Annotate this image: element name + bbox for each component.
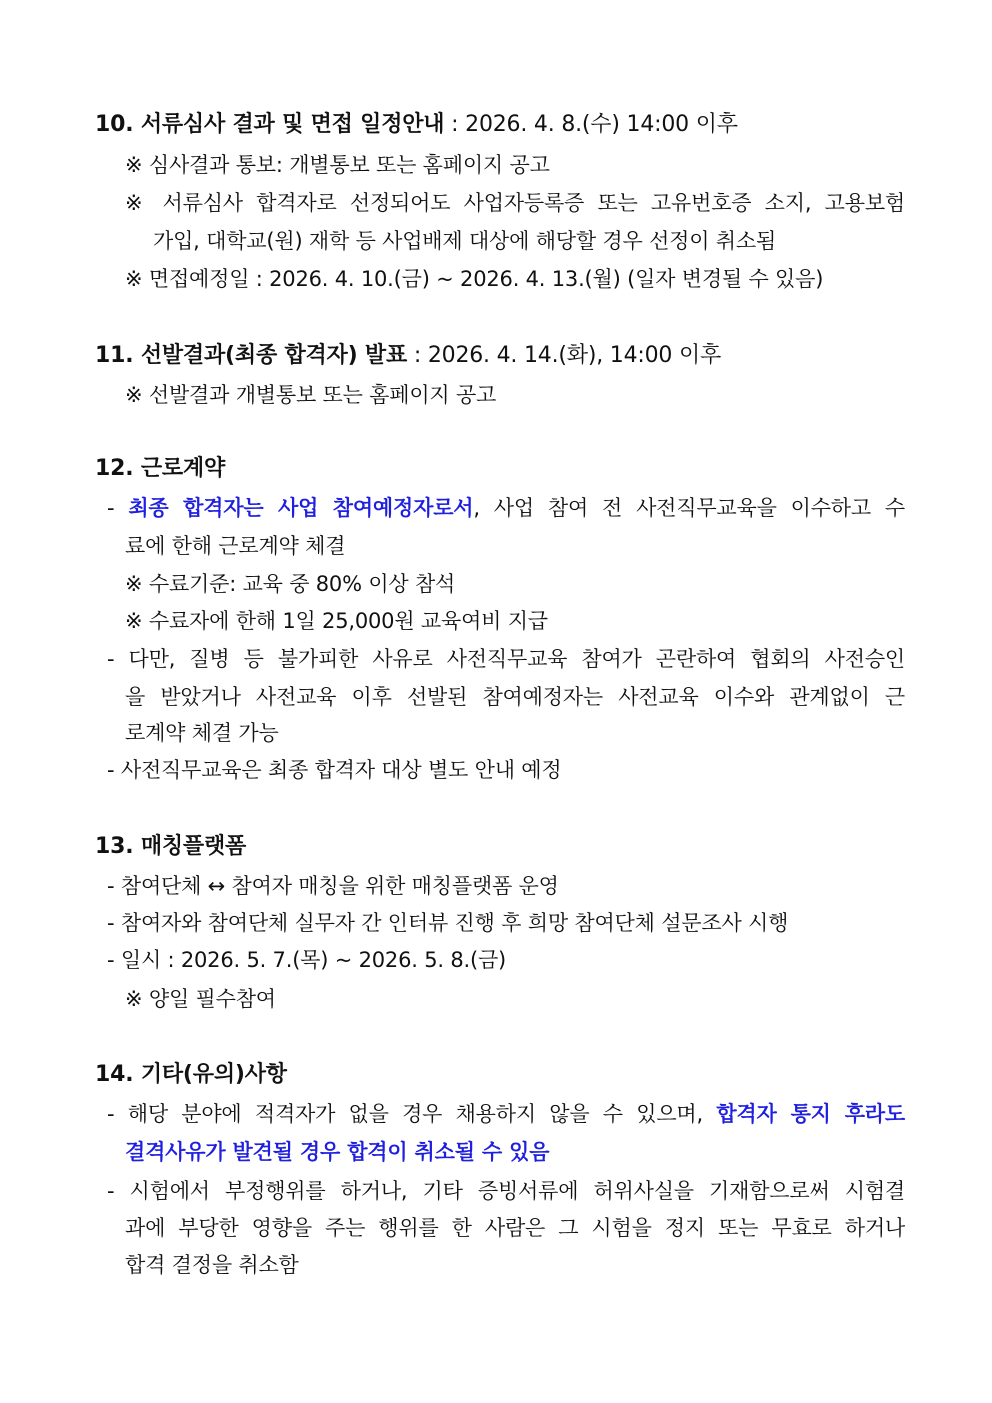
section-13-bullet-1: - 참여단체 ↔ 참여자 매칭을 위한 매칭플랫폼 운영: [107, 874, 559, 898]
section-11-date: : 2026. 4. 14.(화), 14:00 이후: [407, 343, 722, 368]
section-14-highlight-1: 합격자 통지 후라도: [716, 1102, 905, 1126]
section-10-note-2b: 가입, 대학교(원) 재학 등 사업배제 대상에 해당할 경우 선정이 취소됨: [153, 229, 777, 253]
section-12-bullet-2c: 로계약 체결 가능: [125, 721, 279, 745]
section-10-date: : 2026. 4. 8.(수) 14:00 이후: [444, 112, 738, 137]
section-13-bullet-2: - 참여자와 참여단체 실무자 간 인터뷰 진행 후 희망 참여단체 설문조사 시행: [107, 911, 789, 935]
section-10-note-3: ※ 면접예정일 : 2026. 4. 10.(금) ~ 2026. 4. 13.(월) (일자 변경될 수 있음): [125, 267, 824, 291]
section-10-note-1: ※ 심사결과 통보: 개별통보 또는 홈페이지 공고: [125, 153, 550, 177]
section-10-note-2a: ※ 서류심사 합격자로 선정되어도 사업자등록증 또는 고유번호증 소지, 고용보험: [125, 191, 905, 215]
section-14-bullet-1-text: - 해당 분야에 적격자가 없을 경우 채용하지 않을 수 있으며,: [107, 1102, 717, 1126]
section-12-bullet-1b: 료에 한해 근로계약 체결: [125, 534, 346, 558]
section-13-bullet-3: - 일시 : 2026. 5. 7.(목) ~ 2026. 5. 8.(금): [107, 948, 507, 972]
section-14-bullet-1a: [107, 1100, 905, 1128]
section-12-bullet-2a: - 다만, 질병 등 불가피한 사유로 사전직무교육 참여가 곤란하여 협회의 사전승인: [107, 647, 905, 671]
section-12-heading: 12. 근로계약: [95, 456, 226, 481]
section-12-note-1: ※ 수료기준: 교육 중 80% 이상 참석: [125, 572, 456, 596]
section-12-bullet-3: - 사전직무교육은 최종 합격자 대상 별도 안내 예정: [107, 758, 562, 782]
section-10-title: 10. 서류심사 결과 및 면접 일정안내: [95, 112, 445, 137]
section-14-bullet-2a: - 시험에서 부정행위를 하거나, 기타 증빙서류에 허위사실을 기재함으로써 시험결: [107, 1179, 905, 1203]
bullet-dash: -: [107, 496, 129, 520]
section-11-title: 11. 선발결과(최종 합격자) 발표: [95, 343, 408, 368]
section-12-bullet-2b: 을 받았거나 사전교육 이후 선발된 참여예정자는 사전교육 이수와 관계없이 근: [125, 685, 905, 709]
section-14-bullet-2b: 과에 부당한 영향을 주는 행위를 한 사람은 그 시험을 정지 또는 무효로 하거나: [125, 1216, 905, 1240]
section-14-highlight-2: 결격사유가 발견될 경우 합격이 취소될 수 있음: [125, 1140, 550, 1164]
section-12-bullet-1-rest: , 사업 참여 전 사전직무교육을 이수하고 수: [473, 496, 905, 520]
section-14-bullet-2c: 합격 결정을 취소함: [125, 1253, 299, 1277]
section-12-bullet-1a: [107, 494, 905, 522]
section-10-heading: [95, 111, 738, 139]
section-13-heading: 13. 매칭플랫폼: [95, 834, 247, 859]
section-12-highlight: 최종 합격자는 사업 참여예정자로서: [128, 496, 474, 520]
section-11-heading: [95, 342, 721, 370]
section-11-note-1: ※ 선발결과 개별통보 또는 홈페이지 공고: [125, 383, 497, 407]
section-13-note-1: ※ 양일 필수참여: [125, 987, 276, 1011]
section-12-note-2: ※ 수료자에 한해 1일 25,000원 교육여비 지급: [125, 609, 548, 633]
section-14-heading: 14. 기타(유의)사항: [95, 1062, 287, 1087]
